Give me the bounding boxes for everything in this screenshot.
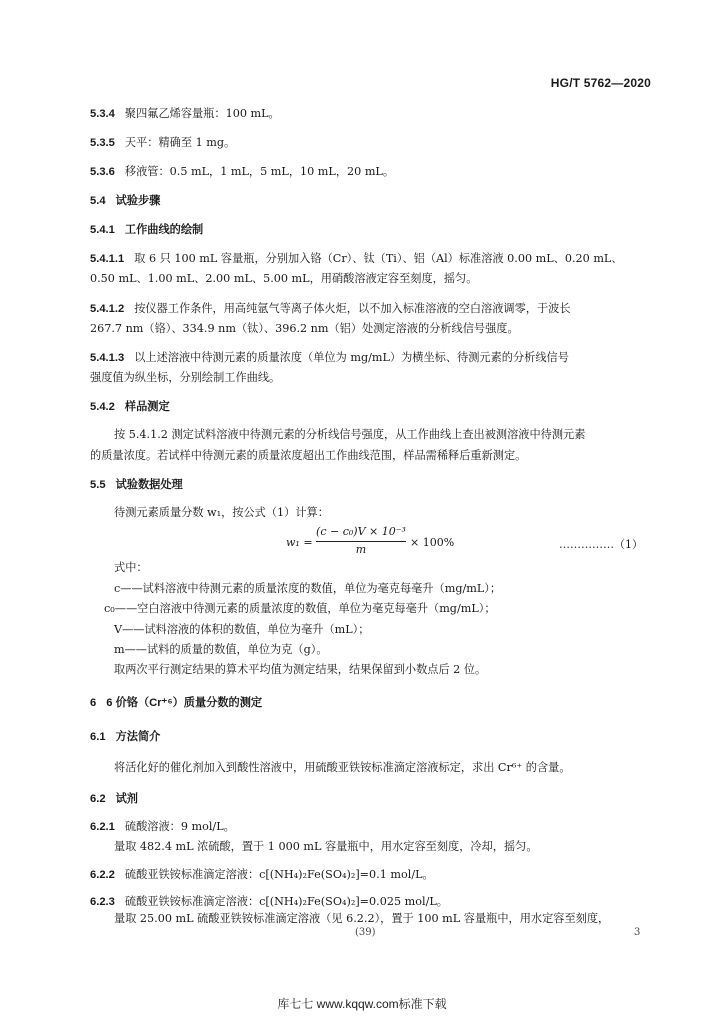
section-5-4-1-heading: 5.4.1 工作曲线的绘制: [90, 224, 204, 236]
formula-lhs: w₁ =: [286, 536, 313, 549]
formula-tail: × 100%: [410, 536, 455, 549]
section-5-4-2-heading: 5.4.2 样品测定: [90, 401, 170, 413]
section-6-2-heading: 6.2 试剂: [90, 793, 138, 805]
formula-number: ……………（1）: [559, 538, 643, 551]
clause-5-3-6: 5.3.6 移液管：0.5 mL，1 mL，5 mL，10 mL，20 mL。: [90, 165, 395, 178]
clause-6-2-1: 6.2.1 硫酸溶液：9 mol/L。: [90, 820, 235, 833]
result-rule: 取两次平行测定结果的算术平均值为测定结果，结果保留到小数点后 2 位。: [114, 663, 487, 676]
clause-5-3-4: 5.3.4 聚四氟乙烯容量瓶：100 mL。: [90, 107, 280, 120]
clause-5-4-1-2: 5.4.1.2 按仪器工作条件，用高纯氩气等离子体火炬，以不加入标准溶液的空白溶液调零，于波长: [90, 302, 571, 315]
section-6-1-heading: 6.1 方法简介: [90, 731, 161, 743]
section-6-heading: 6 6 价铬（Cr⁺⁶）质量分数的测定: [90, 697, 263, 709]
formula-numerator: (c − c₀)V × 10⁻³: [316, 524, 406, 542]
clause-5-3-5: 5.3.5 天平：精确至 1 mg。: [90, 136, 236, 149]
clause-5-4-2-line-2: 的质量浓度。若试样中待测元素的质量浓度超出工作曲线范围，样品需稀释后重新测定。: [90, 449, 527, 462]
standard-number: HG/T 5762—2020: [550, 76, 651, 90]
variable-c0: c₀——空白溶液中待测元素的质量浓度的数值，单位为毫克每毫升（mg/mL）；: [104, 602, 496, 615]
clause-5-4-1-1: 5.4.1.1 取 6 只 100 mL 容量瓶，分别加入铬（Cr）、钛（Ti）、铝（Al）标准溶液 0.00 mL、0.20 mL、: [90, 252, 623, 265]
clause-5-4-1-3: 5.4.1.3 以上述溶液中待测元素的质量浓度（单位为 mg/mL）为横坐标、待测元素的分析线信号: [90, 351, 569, 364]
clause-5-4-1-1-cont: 0.50 mL、1.00 mL、2.00 mL、5.00 mL，用硝酸溶液定容至刻度，摇匀。: [90, 272, 478, 285]
site-watermark: 库七七 www.kqqw.com标准下载: [277, 997, 447, 1011]
clause-6-2-2: 6.2.2 硫酸亚铁铵标准滴定溶液：c[(NH₄)₂Fe(SO₄)₂]=0.1 mol/L。: [90, 868, 434, 881]
variable-v: V——试料溶液的体积的数值，单位为毫升（mL）；: [114, 623, 370, 636]
clause-6-2-3: 6.2.3 硫酸亚铁铵标准滴定溶液：c[(NH₄)₂Fe(SO₄)₂]=0.025 mol/L。: [90, 895, 448, 908]
variable-m: m——试料的质量的数值，单位为克（g）。: [114, 643, 328, 656]
clause-5-4-1-2-cont: 267.7 nm（铬）、334.9 nm（钛）、396.2 nm（铝）处测定溶液的分析线信号强度。: [90, 322, 519, 335]
formula-1: [286, 524, 486, 564]
clause-5-4-2-line-1: 按 5.4.1.2 测定试料溶液中待测元素的分析线信号强度，从工作曲线上查出被测溶液中待测元素: [114, 428, 586, 441]
formula-intro: 待测元素质量分数 w₁，按公式（1）计算：: [114, 506, 329, 519]
formula-fraction: [316, 524, 406, 558]
clause-6-2-1-cont: 量取 482.4 mL 浓硫酸，置于 1 000 mL 容量瓶中，用水定容至刻度，冷却，摇匀。: [114, 840, 538, 853]
variable-c: c——试料溶液中待测元素的质量浓度的数值，单位为毫克每毫升（mg/mL）；: [114, 582, 502, 595]
where-label: 式中：: [114, 561, 148, 574]
page-center-number: (39): [355, 927, 376, 938]
method-summary: 将活化好的催化剂加入到酸性溶液中，用硫酸亚铁铵标准滴定溶液标定，求出 Cr⁶⁺ 的含量。: [114, 761, 571, 774]
formula-denominator: m: [355, 543, 367, 556]
clause-6-2-3-cont: 量取 25.00 mL 硫酸亚铁铵标准滴定溶液（见 6.2.2），置于 100 mL 容量瓶中，用水定容至刻度，: [114, 912, 610, 925]
section-5-5-heading: 5.5 试验数据处理: [90, 479, 183, 491]
clause-5-4-1-3-cont: 强度值为纵坐标，分别绘制工作曲线。: [90, 371, 281, 384]
page-number: 3: [634, 927, 641, 938]
section-5-4-heading: 5.4 试验步骤: [90, 195, 161, 207]
